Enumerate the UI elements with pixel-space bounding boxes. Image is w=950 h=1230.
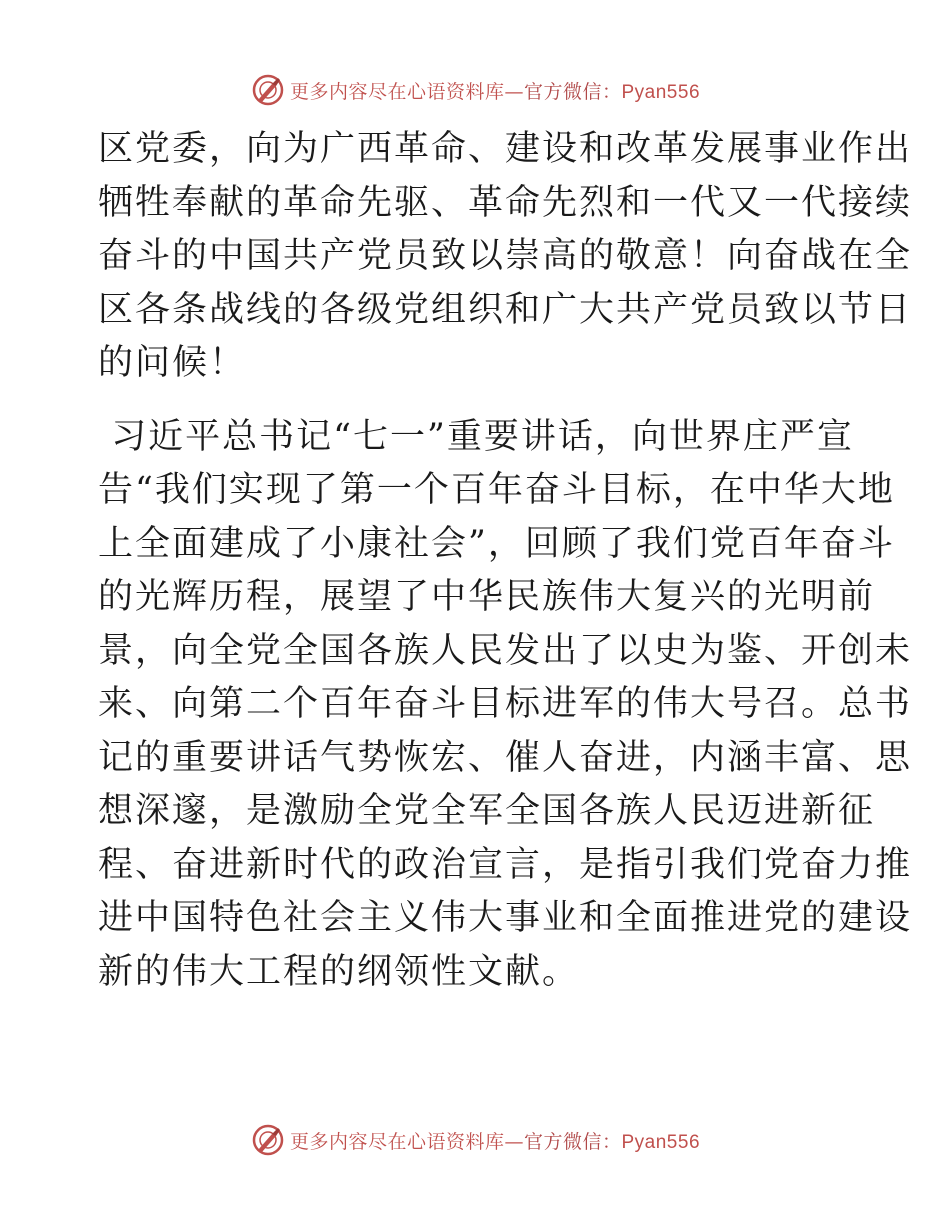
text-line: 景，向全党全国各族人民发出了以史为鉴、开创未 (98, 630, 913, 671)
text-line: 想深邃，是激励全党全军全国各族人民迈进新征 (98, 791, 876, 831)
banner-text (290, 1127, 700, 1154)
banner-text (290, 77, 700, 104)
text-line: 习近平总书记“七一”重要讲话，向世界庄严宣 (98, 416, 854, 457)
banner-handle: Pyan556 (621, 1131, 701, 1153)
banner-handle: Pyan556 (621, 81, 701, 103)
logo-icon (250, 72, 286, 108)
text-line: 新的伟大工程的纲领性文献。 (98, 951, 580, 992)
paragraph-1 (98, 123, 913, 391)
banner-dash: — (504, 1130, 524, 1153)
text-line: 记的重要讲话气势恢宏、催人奋进，内涵丰富、思 (98, 737, 913, 778)
banner-label: 官方微信： (523, 1130, 622, 1153)
banner-main: 更多内容尽在心语资料库 (289, 80, 505, 103)
text-line: 奋斗的中国共产党员致以崇高的敬意！向奋战在全 (98, 236, 913, 276)
footer-banner (0, 1120, 950, 1160)
text-line: 的问候！ (98, 343, 247, 383)
text-line: 区党委，向为广西革命、建设和改革发展事业作出 (98, 129, 913, 169)
document-body (98, 123, 913, 999)
text-line: 区各条战线的各级党组织和广大共产党员致以节日 (98, 289, 913, 330)
text-line: 的光辉历程，展望了中华民族伟大复兴的光明前 (98, 577, 876, 617)
text-line: 上全面建成了小康社会”，回顾了我们党百年奋斗 (98, 523, 895, 564)
text-line: 牺牲奉献的革命先驱、革命先烈和一代又一代接续 (98, 182, 913, 223)
text-line: 来、向第二个百年奋斗目标进军的伟大号召。总书 (98, 684, 913, 724)
paragraph-2 (98, 411, 913, 1000)
logo-icon (250, 1122, 286, 1158)
banner-label: 官方微信： (523, 80, 622, 103)
text-line: 程、奋进新时代的政治宣言，是指引我们党奋力推 (98, 844, 913, 885)
text-line: 进中国特色社会主义伟大事业和全面推进党的建设 (98, 898, 913, 938)
header-banner (0, 70, 950, 110)
banner-main: 更多内容尽在心语资料库 (289, 1130, 505, 1153)
banner-dash: — (504, 80, 524, 103)
text-line: 告“我们实现了第一个百年奋斗目标，在中华大地 (98, 470, 895, 510)
